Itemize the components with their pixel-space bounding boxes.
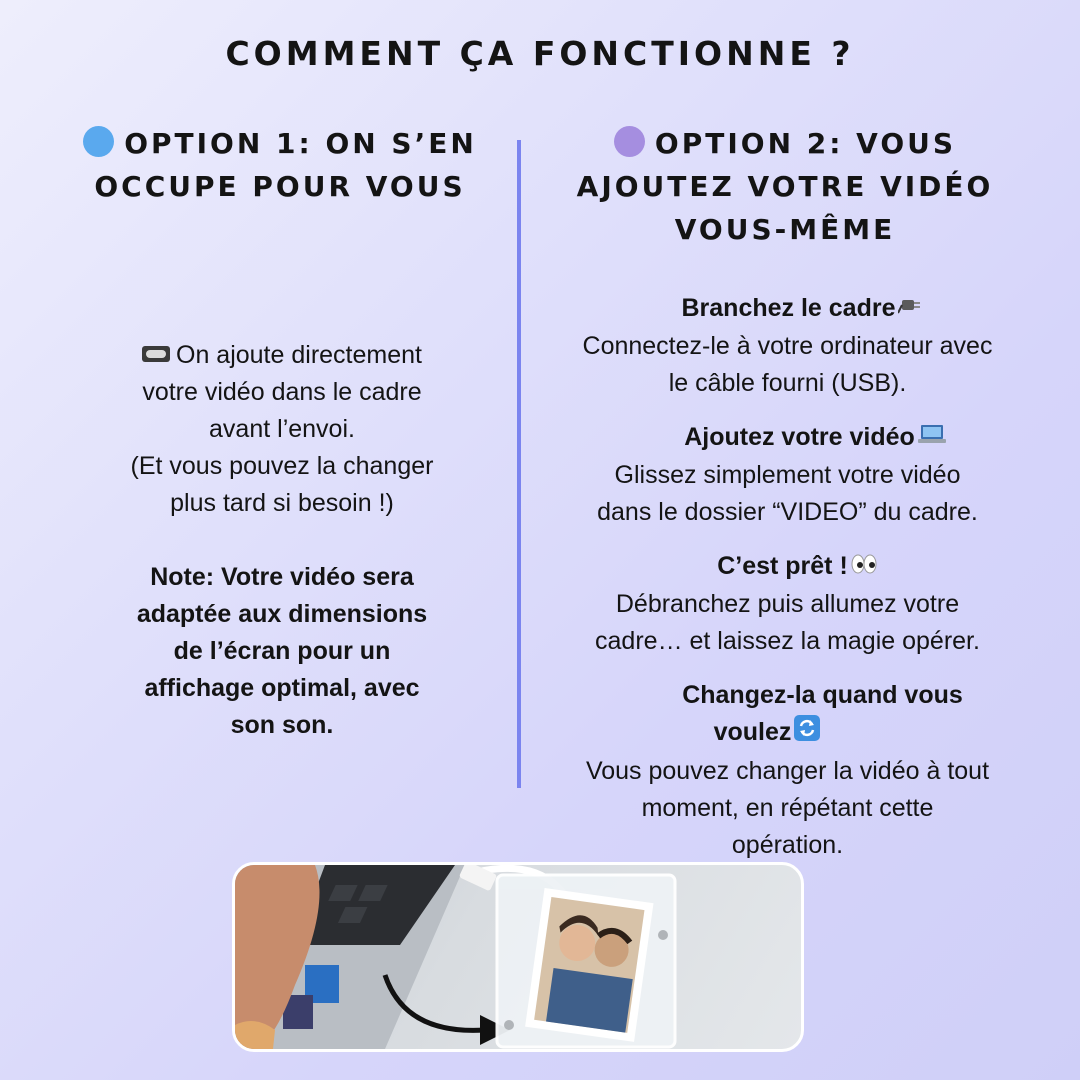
plug-icon — [898, 291, 924, 328]
option-1-line: votre vidéo dans le cadre — [142, 378, 422, 406]
step-ajoutez — [535, 419, 1040, 531]
option-2-title — [560, 122, 1010, 251]
step-changez — [535, 677, 1040, 864]
option-1-line: On ajoute directement — [176, 341, 422, 369]
step-line: dans le dossier “VIDEO” du cadre. — [597, 497, 978, 526]
step-pret — [535, 548, 1040, 660]
step-title: Branchez le cadre — [681, 294, 896, 322]
step-title: C’est prêt ! — [717, 551, 848, 580]
option-2-title-line-1: OPTION 2: VOUS — [654, 127, 957, 160]
option-2-title-line-3: VOUS-MÊME — [674, 213, 896, 246]
option-1-line: avant l’envoi. — [209, 415, 355, 443]
laptop-icon — [917, 420, 947, 457]
step-branchez — [535, 290, 1040, 402]
option-1-title-line-1: OPTION 1: ON S’EN — [124, 127, 477, 160]
product-photo — [232, 862, 804, 1052]
option-1-title — [70, 122, 490, 208]
option-1-line: plus tard si besoin !) — [170, 489, 394, 517]
page-title: COMMENT ÇA FONCTIONNE ? — [225, 34, 855, 73]
option-1-title-line-2: OCCUPE POUR VOUS — [94, 170, 466, 203]
product-photo-illustration — [235, 865, 801, 1049]
refresh-icon — [793, 714, 821, 753]
step-title: voulez — [713, 717, 792, 746]
option-1-note — [92, 559, 472, 744]
note-line: affichage optimal, avec — [144, 674, 420, 702]
note-line: son son. — [230, 711, 334, 739]
option-1-description — [92, 337, 472, 522]
purple-circle-icon — [614, 126, 645, 157]
step-line: le câble fourni (USB). — [668, 368, 907, 397]
step-title: Ajoutez votre vidéo — [684, 422, 915, 451]
step-line: Vous pouvez changer la vidéo à tout — [585, 756, 990, 785]
step-line: Glissez simplement votre vidéo — [614, 460, 961, 489]
option-2-steps — [535, 290, 1040, 881]
eyes-icon — [850, 549, 878, 586]
step-line: cadre… et laissez la magie opérer. — [595, 626, 980, 655]
step-line: Débranchez puis allumez votre — [615, 589, 960, 618]
step-line: Connectez-le à votre ordinateur avec — [582, 331, 993, 360]
note-line: adaptée aux dimensions — [136, 600, 428, 628]
option-1-line: (Et vous pouvez la changer — [130, 452, 434, 480]
column-divider — [517, 140, 521, 788]
step-title: Changez-la quand vous — [682, 680, 963, 709]
option-2-title-line-2: AJOUTEZ VOTRE VIDÉO — [576, 170, 994, 203]
note-line: de l’écran pour un — [173, 637, 391, 665]
videocassette-icon — [142, 346, 170, 362]
note-line: Note: Votre vidéo sera — [150, 563, 414, 591]
step-line: moment, en répétant cette — [641, 793, 934, 822]
blue-circle-icon — [83, 126, 114, 157]
step-line: opération. — [731, 830, 844, 859]
